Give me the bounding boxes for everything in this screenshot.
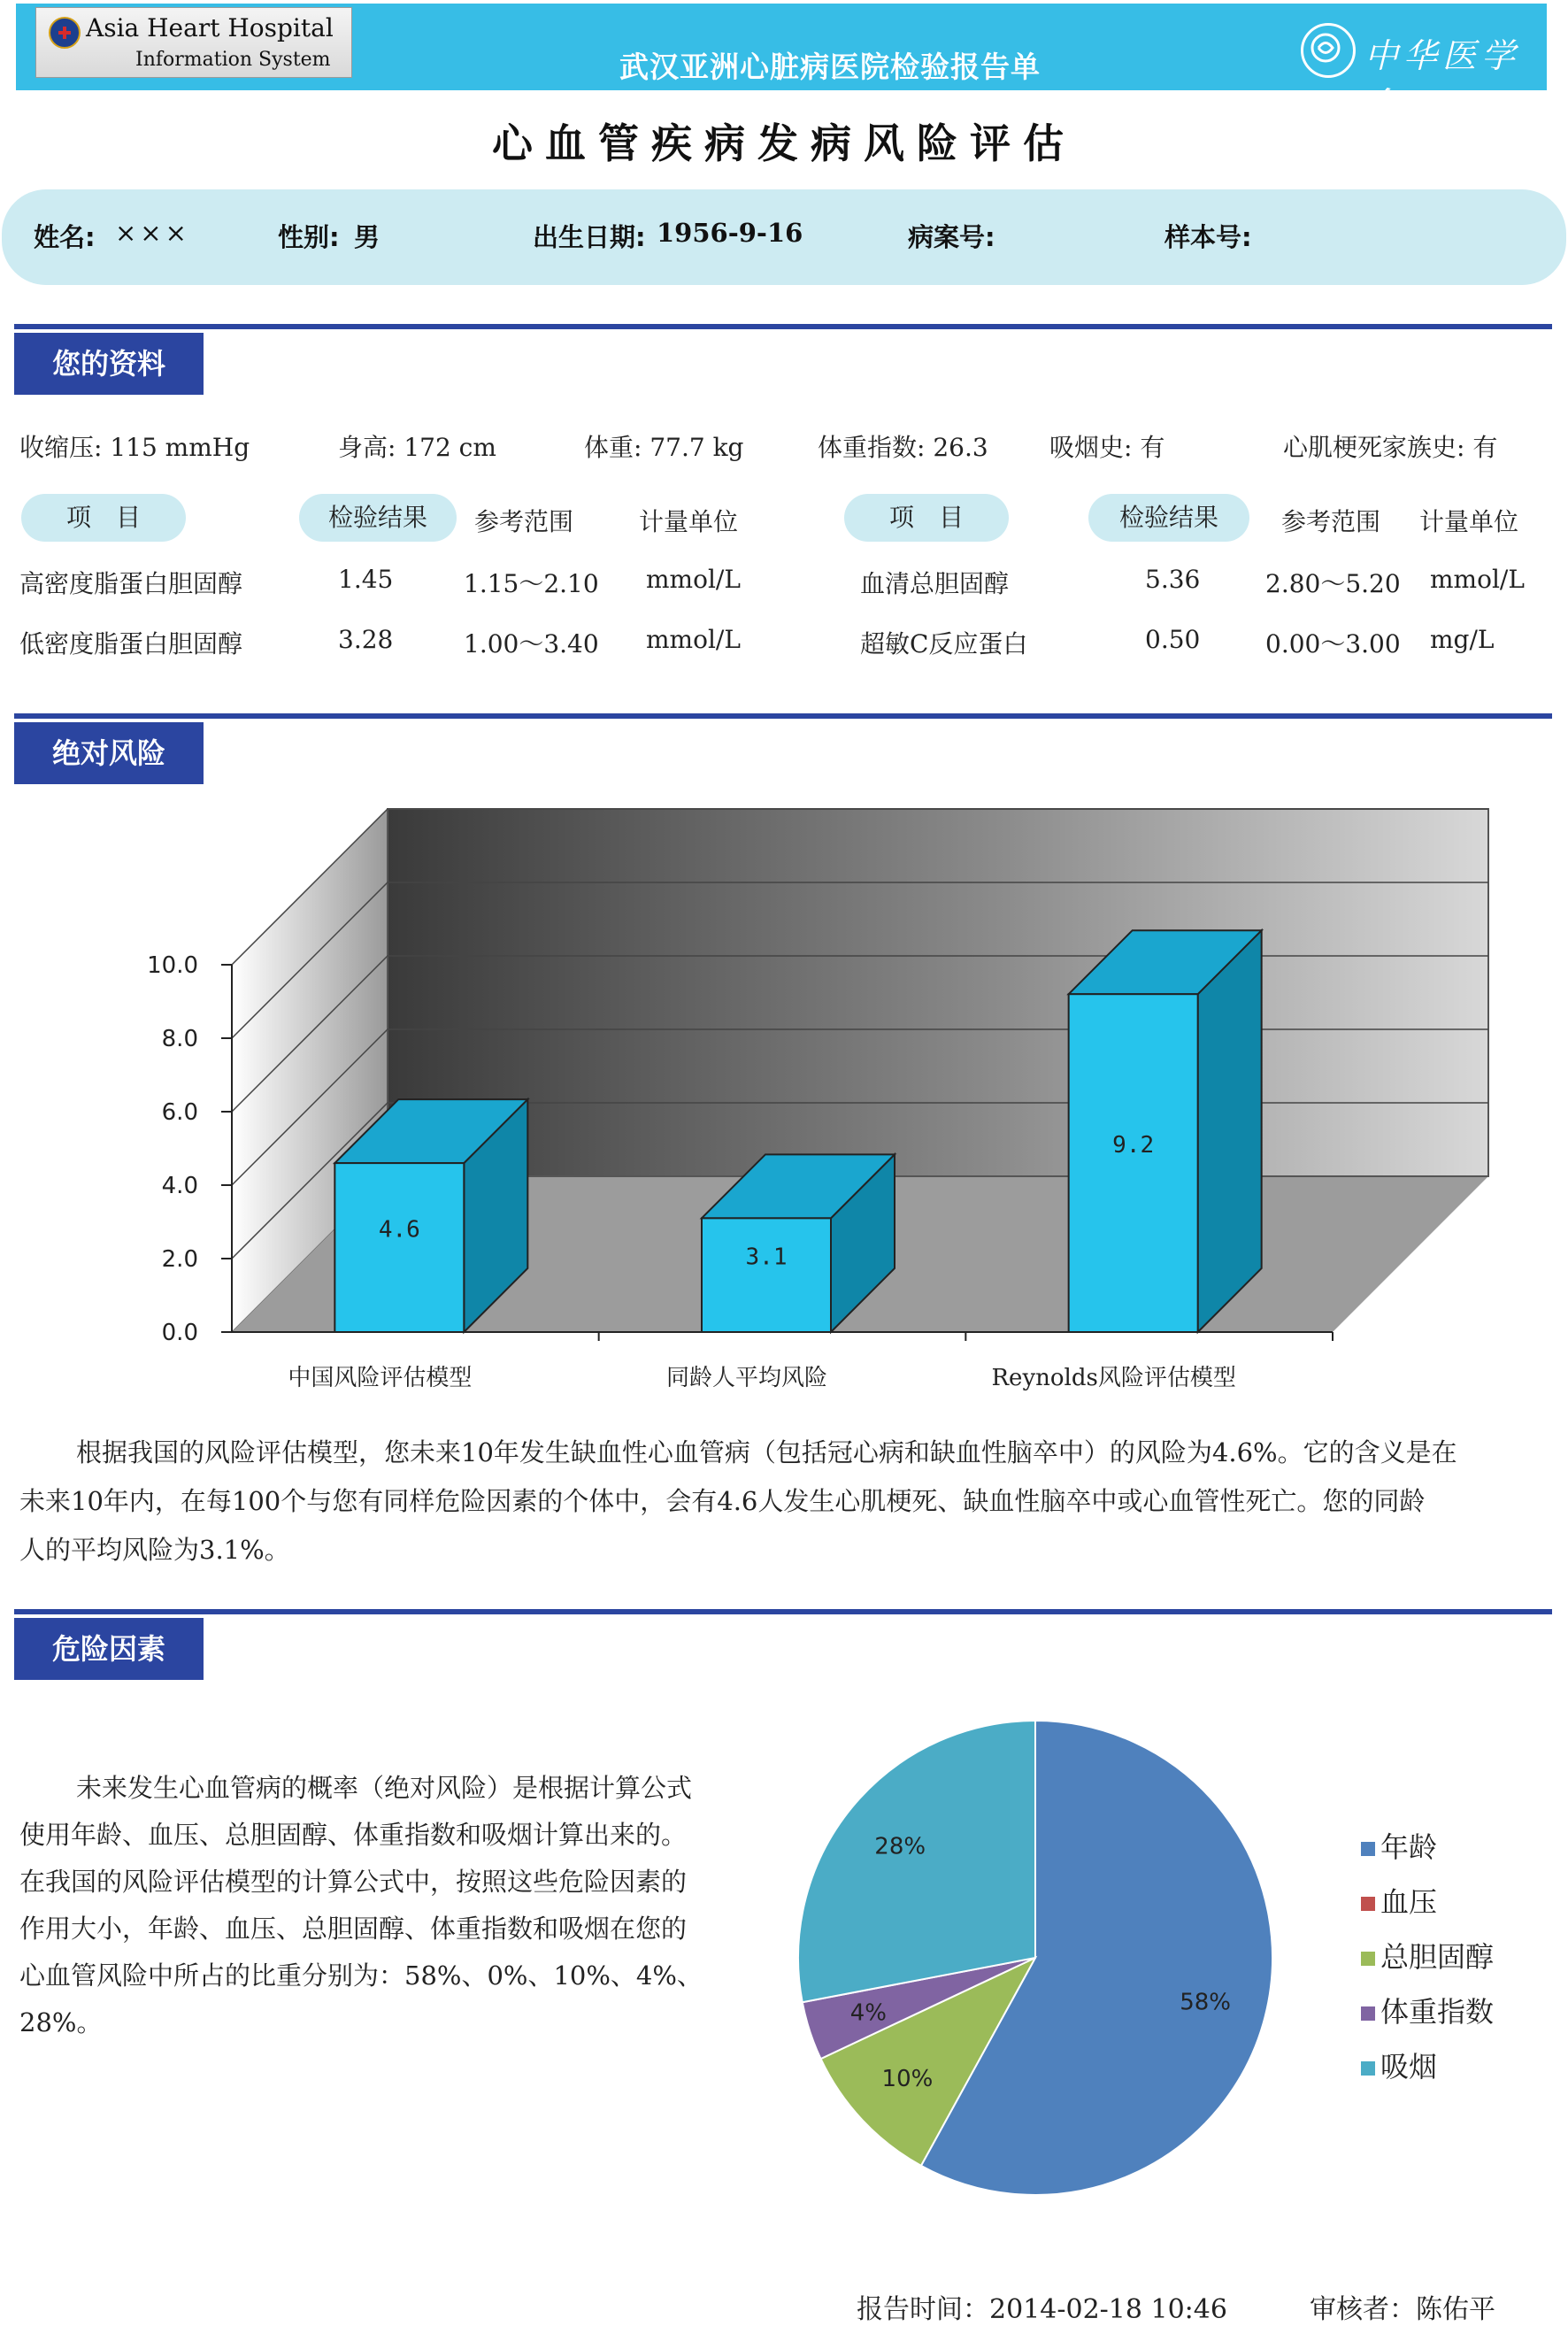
risk-factor-paragraph-line: 作用大小，年龄、血压、总胆固醇、体重指数和吸烟在您的 <box>19 1914 688 1944</box>
systolic-bp: 收缩压: 115 mmHg <box>19 433 250 462</box>
lab-item: 高密度脂蛋白胆固醇 <box>19 569 243 598</box>
report-header <box>16 4 1547 124</box>
dob-value: 1956-9-16 <box>657 218 803 248</box>
section-title-profile: 您的资料 <box>14 333 204 395</box>
dob-label: 出生日期: <box>533 222 646 252</box>
name-label: 姓名: <box>34 222 96 252</box>
chart-y-tick-label: 8.0 <box>161 1026 198 1052</box>
sample-number-label: 样本号: <box>1164 222 1252 252</box>
chart-x-axis <box>232 1332 1333 1391</box>
legend-item-blood-pressure: 血压 <box>1361 1880 1437 1921</box>
pie-slice-label: 4% <box>849 1999 888 2027</box>
chart-y-tick-label: 6.0 <box>161 1099 198 1126</box>
section-divider <box>14 713 1552 719</box>
legend-swatch <box>1361 1842 1375 1856</box>
risk-factor-paragraph-line: 心血管风险中所占的比重分别为：58%、0%、10%、4%、28%。 <box>19 1960 703 2037</box>
lab-header-result: 检验结果 <box>1088 494 1249 542</box>
association-seal-icon <box>1301 23 1356 78</box>
name-value: ××× <box>115 218 190 248</box>
section-divider <box>14 324 1552 329</box>
legend-item-bmi: 体重指数 <box>1361 1990 1494 2030</box>
height: 身高: 172 cm <box>338 433 496 462</box>
weight: 体重: 77.7 kg <box>584 433 744 462</box>
pie-slice-label: 10% <box>881 2065 934 2092</box>
legend-item-smoking: 吸烟 <box>1361 2045 1437 2085</box>
reviewer: 审核者：陈佑平 <box>1310 2294 1495 2325</box>
section-divider <box>14 1609 1552 1614</box>
logo-name: Asia Heart Hospital <box>86 13 334 42</box>
risk-factor-paragraph-line: 使用年龄、血压、总胆固醇、体重指数和吸烟计算出来的。 <box>19 1820 688 1850</box>
lab-header-range: 参考范围 <box>474 507 574 536</box>
hospital-emblem-icon <box>49 17 81 49</box>
pie-slices <box>798 1721 1272 2195</box>
absolute-risk-paragraph-line: 未来10年内，在每100个与您有同样危险因素的个体中，会有4.6人发生心肌梗死、缺血性脑卒中或心血管性死亡。您的同龄 <box>19 1486 1426 1516</box>
chart-y-axis <box>147 952 232 1346</box>
lab-result: 1.45 <box>338 565 394 594</box>
absolute-risk-bar-chart <box>0 797 1568 1416</box>
chart-bar <box>334 1099 527 1332</box>
lab-item: 血清总胆固醇 <box>860 569 1010 598</box>
lab-unit: mmol/L <box>1430 565 1525 594</box>
lab-range: 2.80～5.20 <box>1265 569 1401 598</box>
lab-unit: mmol/L <box>646 565 741 594</box>
chart-y-tick-label: 10.0 <box>147 952 198 979</box>
lab-item: 低密度脂蛋白胆固醇 <box>19 629 243 659</box>
lab-result: 3.28 <box>338 625 394 654</box>
page-title: 心血管疾病发病风险评估 <box>492 119 1076 167</box>
logo-subtitle: Information System <box>135 49 331 71</box>
lab-unit: mg/L <box>1430 625 1495 654</box>
hospital-logo <box>35 7 352 78</box>
sex-value: 男 <box>354 222 380 252</box>
case-number-label: 病案号: <box>908 222 995 252</box>
legend-swatch <box>1361 2006 1375 2021</box>
chart-category-label: 同龄人平均风险 <box>665 1365 828 1391</box>
pie-slice <box>798 1721 1035 2002</box>
lab-header-result: 检验结果 <box>299 494 457 542</box>
risk-factor-paragraph-line: 未来发生心血管病的概率（绝对风险）是根据计算公式 <box>76 1773 693 1803</box>
section-title-risk-factors: 危险因素 <box>14 1618 204 1680</box>
lab-result: 0.50 <box>1145 625 1201 654</box>
chart-data-label: 3.1 <box>745 1244 788 1271</box>
pie-slice-label: 28% <box>874 1833 926 1860</box>
legend-item-age: 年龄 <box>1361 1825 1437 1866</box>
lab-header-range: 参考范围 <box>1281 507 1381 536</box>
lab-header-item: 项 目 <box>844 494 1009 542</box>
association-brand: 中华医学会 <box>1364 36 1521 124</box>
section-title-absolute-risk: 绝对风险 <box>14 722 204 784</box>
chart-y-tick-label: 0.0 <box>161 1320 198 1346</box>
report-form-title: 武汉亚洲心脏病医院检验报告单 <box>619 50 1041 84</box>
chart-bar-side <box>1198 930 1262 1332</box>
risk-factor-pie-chart <box>779 1699 1327 2213</box>
chart-bar-front <box>334 1163 464 1332</box>
legend-item-total-cholesterol: 总胆固醇 <box>1361 1935 1494 1976</box>
legend-swatch <box>1361 1897 1375 1911</box>
lab-header-item: 项 目 <box>21 494 186 542</box>
lab-range: 1.00～3.40 <box>464 629 599 659</box>
chart-y-tick-label: 4.0 <box>161 1173 198 1199</box>
legend-swatch <box>1361 2061 1375 2076</box>
legend-swatch <box>1361 1952 1375 1966</box>
chart-data-label: 4.6 <box>378 1216 420 1244</box>
lab-item: 超敏C反应蛋白 <box>860 629 1028 659</box>
lab-range: 1.15～2.10 <box>464 569 599 598</box>
risk-factor-paragraph-line: 在我国的风险评估模型的计算公式中，按照这些危险因素的 <box>19 1867 688 1897</box>
report-time: 报告时间：2014-02-18 10:46 <box>857 2294 1227 2325</box>
chart-back-wall <box>388 809 1488 1176</box>
chart-bar-front <box>702 1218 831 1332</box>
pie-slice-label: 58% <box>1180 1989 1231 2016</box>
lab-header-unit: 计量单位 <box>639 507 739 536</box>
lab-unit: mmol/L <box>646 625 741 654</box>
chart-data-label: 9.2 <box>1112 1132 1155 1159</box>
smoking-history: 吸烟史: 有 <box>1049 433 1165 462</box>
bmi: 体重指数: 26.3 <box>818 433 988 462</box>
mi-family-history: 心肌梗死家族史: 有 <box>1283 433 1498 462</box>
lab-result: 5.36 <box>1145 565 1201 594</box>
sex-label: 性别: <box>278 222 340 252</box>
absolute-risk-paragraph-line: 根据我国的风险评估模型，您未来10年发生缺血性心血管病（包括冠心病和缺血性脑卒中）的风险为4.6%。它的含义是在 <box>76 1437 1457 1467</box>
chart-category-label: Reynolds风险评估模型 <box>991 1365 1236 1391</box>
absolute-risk-paragraph-line: 人的平均风险为3.1%。 <box>19 1535 290 1565</box>
chart-bar-front <box>1069 994 1198 1332</box>
chart-bar <box>1069 930 1262 1332</box>
chart-category-label: 中国风险评估模型 <box>288 1365 473 1391</box>
lab-header-unit: 计量单位 <box>1419 507 1519 536</box>
chart-y-tick-label: 2.0 <box>161 1246 198 1273</box>
lab-range: 0.00～3.00 <box>1265 629 1401 659</box>
